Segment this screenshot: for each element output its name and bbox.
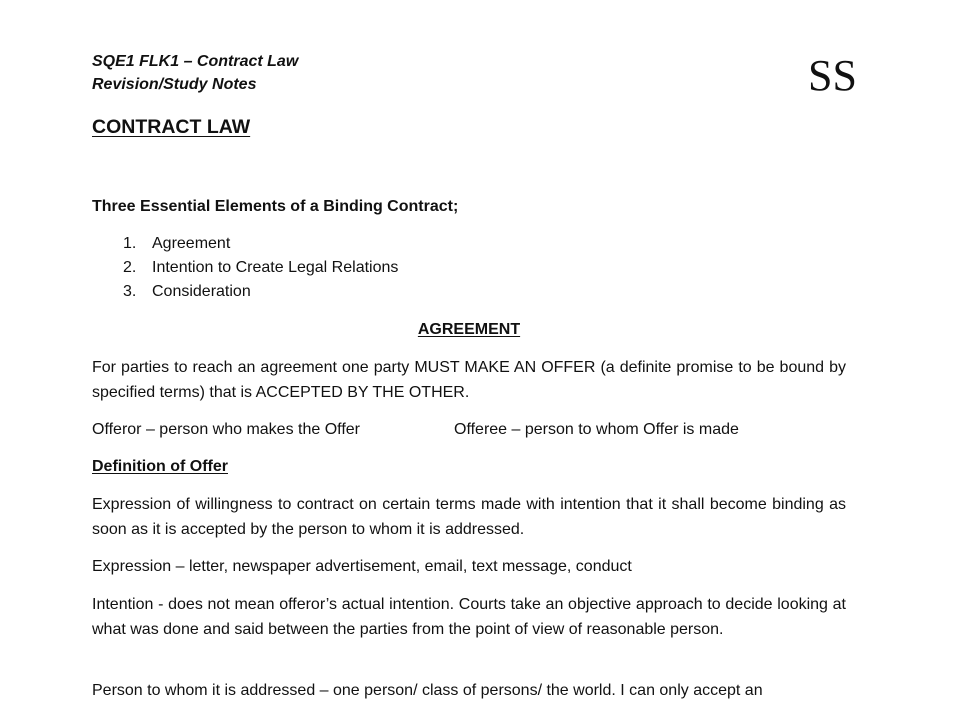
list-label: Agreement xyxy=(152,235,231,252)
agreement-heading: AGREEMENT xyxy=(417,321,521,338)
offeree-definition: Offeree – person to whom Offer is made xyxy=(454,421,739,438)
offer-definition-heading: Definition of Offer xyxy=(92,458,228,475)
agreement-paragraph: For parties to reach an agreement one party MUST MAKE AN OFFER (a definite promise to be bound by specified terms) that is ACCEPTED BY THE OTHER. xyxy=(92,359,846,401)
addressee-paragraph: Person to whom it is addressed – one person/ class of persons/ the world. I can only accept an xyxy=(92,682,763,699)
page-title: CONTRACT LAW xyxy=(92,116,251,138)
list-label: Consideration xyxy=(152,283,251,300)
offer-definition-paragraph: Expression of willingness to contract on certain terms made with intention that it shall become binding as soon as it is accepted by the person to whom it is addressed. xyxy=(92,496,846,538)
document-page xyxy=(92,0,857,701)
list-item xyxy=(123,233,230,255)
header-subtitle: Revision/Study Notes xyxy=(92,76,257,93)
logo-text: SS xyxy=(808,51,857,100)
list-number: 2. xyxy=(123,259,137,276)
header-course-title: SQE1 FLK1 – Contract Law xyxy=(92,53,299,70)
essentials-heading: Three Essential Elements of a Binding Contract; xyxy=(92,198,459,215)
expression-paragraph: Expression – letter, newspaper advertisement, email, text message, conduct xyxy=(92,558,632,575)
list-label: Intention to Create Legal Relations xyxy=(152,259,399,276)
list-number: 1. xyxy=(123,235,137,252)
list-number: 3. xyxy=(123,283,137,300)
ss-logo-icon xyxy=(806,46,857,100)
intention-paragraph: Intention - does not mean offeror’s actual intention. Courts take an objective approach to decide looking at what was done and said between the parties from the point of view of reasonable person. xyxy=(92,596,846,638)
list-item xyxy=(123,281,251,303)
offeror-definition: Offeror – person who makes the Offer xyxy=(92,421,360,438)
list-item xyxy=(123,257,398,279)
